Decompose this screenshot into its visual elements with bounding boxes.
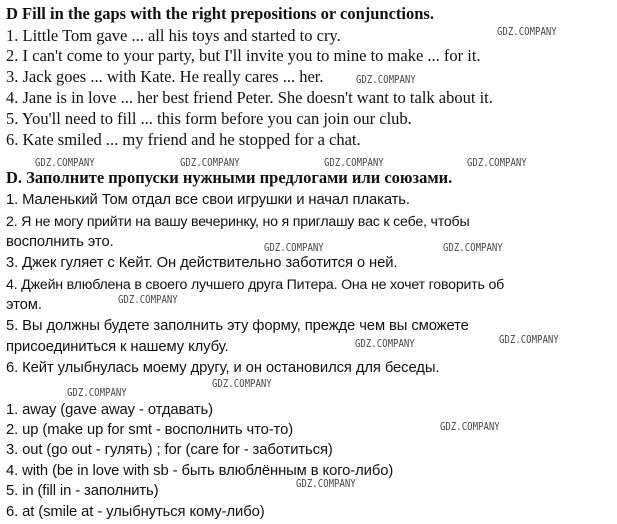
exercise-heading-ru: D. Заполните пропуски нужными предлогами или союзами. xyxy=(6,168,453,187)
exercise-item-3: 3. Jack goes ... with Kate. He really cares ... her. xyxy=(6,67,324,86)
translation-item-1: 1. Маленький Том отдал все свои игрушки и начал плакать. xyxy=(6,192,410,208)
translation-item-5-cont: присоединиться к нашему клубу. xyxy=(6,339,229,355)
translation-item-3: 3. Джек гуляет с Кейт. Он действительно заботится о ней. xyxy=(6,255,398,271)
translation-item-2-cont: восполнить это. xyxy=(6,234,114,250)
watermark: GDZ.COMPANY xyxy=(324,156,384,169)
watermark: GDZ.COMPANY xyxy=(440,420,500,433)
answer-5: 5. in (fill in - заполнить) xyxy=(6,483,159,499)
translation-item-6: 6. Кейт улыбнулась моему другу, и он остановился для беседы. xyxy=(6,360,440,376)
exercise-item-1: 1. Little Tom gave ... all his toys and started to cry. xyxy=(6,26,341,45)
watermark: GDZ.COMPANY xyxy=(180,156,240,169)
watermark: GDZ.COMPANY xyxy=(443,241,503,254)
exercise-item-6: 6. Kate smiled ... my friend and he stopped for a chat. xyxy=(6,130,361,149)
answer-2: 2. up (make up for smt - восполнить что-то) xyxy=(6,422,294,438)
translation-item-4: 4. Джейн влюблена в своего лучшего друга Питера. Она не хочет говорить об xyxy=(6,277,505,293)
translation-item-4-cont: этом. xyxy=(6,297,42,313)
answer-1: 1. away (gave away - отдавать) xyxy=(6,402,213,418)
answer-6: 6. at (smile at - улыбнуться кому-либо) xyxy=(6,504,265,520)
watermark: GDZ.COMPANY xyxy=(264,241,324,254)
exercise-item-2: 2. I can't come to your party, but I'll invite you to mine to make ... for it. xyxy=(6,46,481,65)
watermark: GDZ.COMPANY xyxy=(35,156,95,169)
watermark: GDZ.COMPANY xyxy=(296,477,356,490)
watermark: GDZ.COMPANY xyxy=(356,73,416,86)
answer-4: 4. with (be in love with sb - быть влюблённым в кого-либо) xyxy=(6,463,394,479)
watermark: GDZ.COMPANY xyxy=(67,386,127,399)
translation-item-2: 2. Я не могу прийти на вашу вечеринку, но я приглашу вас к себе, чтобы xyxy=(6,214,470,230)
answer-3: 3. out (go out - гулять) ; for (care for - заботиться) xyxy=(6,442,333,458)
watermark: GDZ.COMPANY xyxy=(212,377,272,390)
watermark: GDZ.COMPANY xyxy=(467,156,527,169)
watermark: GDZ.COMPANY xyxy=(499,333,559,346)
exercise-heading-en: D Fill in the gaps with the right prepositions or conjunctions. xyxy=(6,4,434,23)
watermark: GDZ.COMPANY xyxy=(118,293,178,306)
exercise-item-4: 4. Jane is in love ... her best friend Peter. She doesn't want to talk about it. xyxy=(6,88,493,107)
translation-item-5: 5. Вы должны будете заполнить эту форму, прежде чем вы сможете xyxy=(6,318,469,334)
watermark: GDZ.COMPANY xyxy=(497,25,557,38)
exercise-item-5: 5. You'll need to fill ... this form before you can join our club. xyxy=(6,109,412,128)
watermark: GDZ.COMPANY xyxy=(355,337,415,350)
